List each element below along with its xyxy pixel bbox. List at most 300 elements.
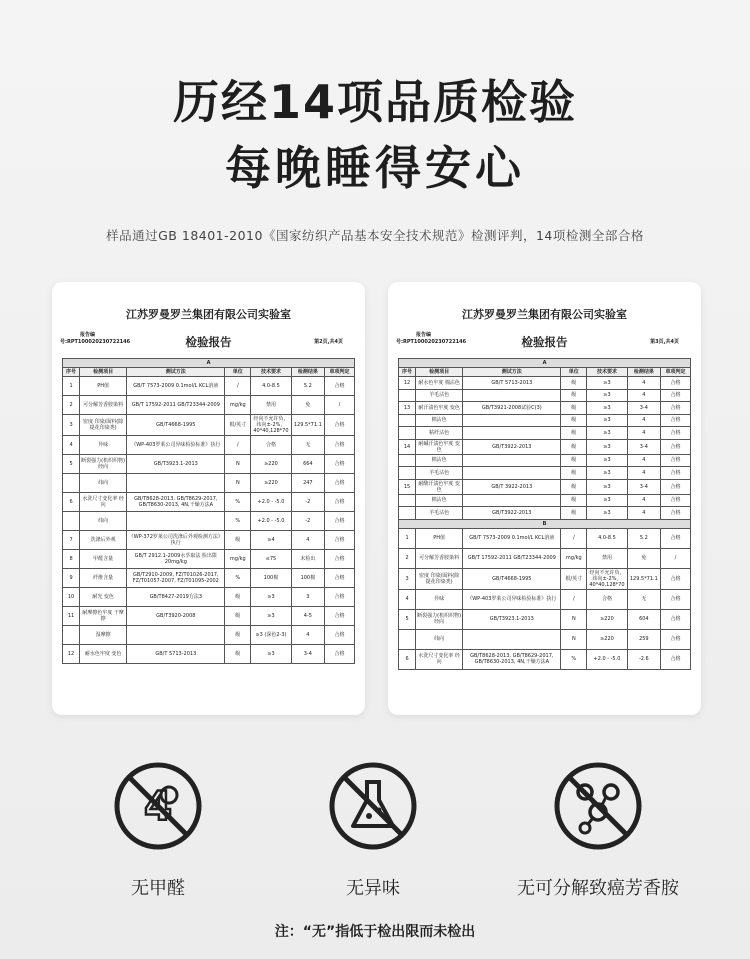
table-cell: / (660, 548, 690, 568)
table-cell: ≥220 (587, 609, 628, 629)
table-section-row (399, 359, 691, 368)
column-header: 检测结果 (291, 368, 324, 377)
table-cell (463, 414, 561, 427)
table-cell: ≥220 (587, 629, 628, 649)
table-cell: 禁用 (587, 548, 628, 568)
table-cell: 免 (627, 548, 660, 568)
table-cell: / (225, 436, 251, 455)
table-cell (399, 507, 416, 520)
table-cell (399, 629, 416, 649)
table-cell: 4 (63, 436, 80, 455)
table-row (63, 531, 355, 550)
table-cell: 耐光 变色 (80, 588, 127, 607)
table-cell: 级 (561, 427, 587, 440)
table-cell: ≥3 (587, 427, 628, 440)
table-cell: 合格 (660, 568, 690, 589)
table-cell: 2 (399, 548, 416, 568)
table-cell: 根/英寸 (561, 568, 587, 589)
table-cell: GB/T2910-2009, FZ/T01026-2017, FZ/T01057-2007, FZ/T01095-2002 (127, 569, 225, 588)
table-cell: GB/T 17592-2011 GB/T23344-2009 (127, 396, 225, 415)
table-cell: 5 (63, 455, 80, 474)
table-cell: 粘纤沾色 (416, 427, 463, 440)
table-cell: 棉沾色 (416, 494, 463, 507)
table-cell (127, 512, 225, 531)
table-cell: ≥3 (587, 414, 628, 427)
table-cell: 4 (627, 507, 660, 520)
table-cell: 14 (399, 439, 416, 454)
feature-label-no-formaldehyde: 无甲醛 (131, 878, 185, 899)
table-cell: 4 (627, 389, 660, 402)
table-cell: GB/T3923.1-2013 (127, 455, 225, 474)
table-cell: 3 (399, 568, 416, 589)
page-number: 第2页,共4页 (314, 339, 343, 345)
table-row (399, 568, 691, 589)
table-row (63, 396, 355, 415)
table-cell: ≥4 (251, 531, 292, 550)
table-cell: ≥3 (深色2-3) (251, 626, 292, 645)
section-label: A (399, 359, 691, 368)
table-cell: ≥3 (587, 439, 628, 454)
table-cell: 经向不允许负，纬向±-2%，40*40,128*70 (587, 568, 628, 589)
table-cell: / (561, 528, 587, 548)
table-cell: 2 (63, 396, 80, 415)
table-cell (399, 389, 416, 402)
table-cell: 5.2 (627, 528, 660, 548)
table-cell: 羊毛沾色 (416, 507, 463, 520)
table-cell: 级 (225, 588, 251, 607)
column-header: 测试方法 (127, 368, 225, 377)
table-cell: 级 (225, 645, 251, 664)
table-cell: 断裂强力(机织织物) 经向 (416, 609, 463, 629)
column-header: 序号 (399, 368, 416, 377)
footnote: 注：“无”指低于检出限而未检出 (274, 924, 476, 940)
table-cell: % (225, 569, 251, 588)
table-row (399, 377, 691, 390)
table-cell: 可分解芳香胺染料 (80, 396, 127, 415)
table-cell: 耐水色牢度 棉沾色 (416, 377, 463, 390)
table-cell: % (225, 512, 251, 531)
subtitle: 样品通过GB 18401-2010《国家纺织产品基本安全技术规范》检测评判，14项检测全部合格 (106, 228, 644, 243)
table-row (399, 402, 691, 415)
table-cell: 合格 (324, 550, 354, 569)
table-cell: 级 (561, 467, 587, 480)
table-cell: N (225, 474, 251, 493)
table-cell: -2 (291, 512, 324, 531)
table-cell: 合格 (324, 531, 354, 550)
table-cell: 无 (291, 436, 324, 455)
table-row (399, 507, 691, 520)
table-cell: 免 (291, 396, 324, 415)
table-cell: 耐水色牢度 变色 (80, 645, 127, 664)
table-cell: +2.0 - -5.0 (251, 512, 292, 531)
table-cell: 129.5*71.1 (291, 415, 324, 436)
table-cell: N (561, 609, 587, 629)
table-cell (399, 454, 416, 467)
table-cell: 6 (399, 649, 416, 669)
table-cell: 4 (627, 467, 660, 480)
table-row (399, 439, 691, 454)
table-cell: 合格 (324, 645, 354, 664)
column-header: 技术要求 (587, 368, 628, 377)
table-section-row (63, 359, 355, 368)
table-cell: PH值 (80, 377, 127, 396)
table-cell: -2 (291, 493, 324, 512)
table-cell: 3-4 (291, 645, 324, 664)
table-cell: 合格 (324, 455, 354, 474)
report-card-page2 (52, 282, 365, 715)
table-row (399, 589, 691, 609)
table-cell: 4.0-8.5 (251, 377, 292, 396)
table-cell: 3 (63, 415, 80, 436)
table-cell: ≥3 (587, 389, 628, 402)
table-cell (463, 467, 561, 480)
table-cell: 禁用 (251, 396, 292, 415)
table-cell (399, 467, 416, 480)
table-row (399, 454, 691, 467)
table-cell: % (225, 493, 251, 512)
table-cell: 6 (63, 493, 80, 512)
table-cell: 合格 (324, 377, 354, 396)
table-cell: mg/kg (225, 396, 251, 415)
table-cell: 未检出 (291, 550, 324, 569)
table-cell: GB/T 17592-2011 GB/T23344-2009 (463, 548, 561, 568)
table-cell: 合格 (660, 467, 690, 480)
table-cell (63, 512, 80, 531)
table-cell: ≥220 (251, 474, 292, 493)
table-cell: 可分解芳香胺染料 (416, 548, 463, 568)
table-cell: 《WP-403罗莱公司异味检验标准》执行 (463, 589, 561, 609)
table-cell: / (225, 377, 251, 396)
table-cell: 4.0-8.5 (587, 528, 628, 548)
table-row (399, 649, 691, 669)
table-cell: 合格 (251, 436, 292, 455)
table-cell: 247 (291, 474, 324, 493)
table-cell: GB/T3923.1-2013 (463, 609, 561, 629)
table-cell: N (225, 455, 251, 474)
table-cell: 4 (627, 494, 660, 507)
table-cell: 级 (561, 479, 587, 494)
report-number-value: 号:RPT100020230722146 (396, 339, 467, 345)
table-cell: ≥3 (587, 479, 628, 494)
table-cell: GB/T 2912.1-2009水萃取法 检出限20mg/kg (127, 550, 225, 569)
lab-name: 江苏罗曼罗兰集团有限公司实验室 (126, 308, 291, 321)
table-row (399, 479, 691, 494)
report-number-label: 报告编 (80, 332, 96, 338)
table-cell (63, 474, 80, 493)
svg-text:4: 4 (144, 784, 172, 830)
table-cell: 棉沾色 (416, 454, 463, 467)
table-row (63, 455, 355, 474)
report-card-page3 (388, 282, 701, 715)
table-cell: 13 (399, 402, 416, 415)
table-cell: 4 (399, 589, 416, 609)
table-cell: % (561, 649, 587, 669)
table-cell: 4 (291, 626, 324, 645)
table-cell: 3-4 (627, 439, 660, 454)
column-header: 检测项目 (80, 368, 127, 377)
table-cell: GB/T 7573-2009 0.1mol/L KCL溶液 (127, 377, 225, 396)
table-row (63, 474, 355, 493)
table-cell: 合格 (324, 512, 354, 531)
table-cell: 级 (225, 626, 251, 645)
table-cell: mg/kg (225, 550, 251, 569)
table-cell: 11 (63, 607, 80, 626)
report-number-value: 号:RPT100020230722146 (60, 339, 131, 345)
table-cell: 合格 (324, 474, 354, 493)
table-cell: 3 (291, 588, 324, 607)
table-header-row (399, 368, 691, 377)
table-cell: 根/英寸 (225, 415, 251, 436)
table-cell: 合格 (660, 494, 690, 507)
lab-name: 江苏罗曼罗兰集团有限公司实验室 (462, 308, 627, 321)
table-cell: 水洗尺寸变化率 经向 (416, 649, 463, 669)
table-cell: 异味 (416, 589, 463, 609)
table-cell: 级 (225, 607, 251, 626)
table-cell: 1 (63, 377, 80, 396)
table-cell: 4 (627, 427, 660, 440)
table-cell: 4 (627, 377, 660, 390)
table-cell: GB/T 5713-2013 (127, 645, 225, 664)
table-cell: 合格 (660, 402, 690, 415)
table-cell: ≥3 (587, 467, 628, 480)
table-cell: 4 (627, 454, 660, 467)
table-cell: mg/kg (561, 548, 587, 568)
table-cell: ≥3 (587, 494, 628, 507)
table-cell: 合格 (324, 626, 354, 645)
table-cell: 4 (291, 531, 324, 550)
table-cell: / (561, 589, 587, 609)
table-cell: 合格 (660, 414, 690, 427)
table-section-row (399, 519, 691, 528)
table-cell: 604 (627, 609, 660, 629)
table-cell: 级 (561, 389, 587, 402)
table-cell: 湿摩擦 (80, 626, 127, 645)
column-header: 单位 (561, 368, 587, 377)
table-cell: 级 (561, 414, 587, 427)
table-cell: 合格 (324, 436, 354, 455)
table-cell (399, 427, 416, 440)
table-cell: GB/T3922-2013 (463, 439, 561, 454)
table-cell: 100棉 (251, 569, 292, 588)
headline-line1: 历经14项品质检验 (172, 75, 577, 129)
table-cell: 5 (399, 609, 416, 629)
table-cell: 4 (627, 414, 660, 427)
table-cell: 水洗尺寸变化率 经向 (80, 493, 127, 512)
table-row (399, 414, 691, 427)
table-row (63, 626, 355, 645)
table-cell: 合格 (660, 377, 690, 390)
column-header: 技术要求 (251, 368, 292, 377)
table-cell: ≥3 (587, 454, 628, 467)
table-cell: 耐碱汗渍色牢度 变色 (416, 439, 463, 454)
report-title: 检验报告 (185, 335, 232, 349)
table-cell (463, 494, 561, 507)
table-cell (399, 414, 416, 427)
table-cell: 纬向 (80, 512, 127, 531)
table-cell (399, 494, 416, 507)
table-cell: 15 (399, 479, 416, 494)
table-cell: 4-5 (291, 607, 324, 626)
table-cell: 棉沾色 (416, 414, 463, 427)
section-label: B (399, 519, 691, 528)
table-cell: ≥3 (587, 507, 628, 520)
no-formaldehyde-icon (112, 760, 204, 852)
table-cell: 9 (63, 569, 80, 588)
table-cell: 级 (561, 377, 587, 390)
table-cell: 洗涤后外观 (80, 531, 127, 550)
table-cell: GB/T 5713-2013 (463, 377, 561, 390)
table-row (63, 512, 355, 531)
table-cell: 合格 (660, 454, 690, 467)
table-cell: N (561, 629, 587, 649)
table-cell: 耐摩擦色牢度 干摩擦 (80, 607, 127, 626)
table-cell: 纤维含量 (80, 569, 127, 588)
table-cell: 合格 (660, 629, 690, 649)
table-cell: GB/T8628-2013, GB/T8629-2017, GB/T8630-2013, 4N,干燥方法A (463, 649, 561, 669)
no-odor-icon (327, 760, 419, 852)
table-cell: ≥3 (251, 607, 292, 626)
table-cell: 合格 (660, 649, 690, 669)
table-cell: 12 (399, 377, 416, 390)
table-cell: -2.6 (627, 649, 660, 669)
table-cell: 10 (63, 588, 80, 607)
table-cell: 耐酸汗渍色牢度 变色 (416, 479, 463, 494)
table-cell: 3-4 (627, 479, 660, 494)
table-cell: 经向不允许负，纬向±-2%，40*40,128*70 (251, 415, 292, 436)
table-cell: 1 (399, 528, 416, 548)
table-cell: ≤75 (251, 550, 292, 569)
table-cell: 合格 (660, 507, 690, 520)
table-row (63, 493, 355, 512)
table-cell (463, 454, 561, 467)
report-number-label: 报告编 (416, 332, 432, 338)
table-row (399, 528, 691, 548)
table-row (399, 548, 691, 568)
table-cell: 合格 (324, 493, 354, 512)
table-cell: +2.0 - -5.0 (251, 493, 292, 512)
table-header-row (63, 368, 355, 377)
table-cell: 甲醛含量 (80, 550, 127, 569)
table-cell: 密度 印染/面料(除提花印染类) (80, 415, 127, 436)
feature-label-no-amine: 无可分解致癌芳香胺 (517, 878, 679, 899)
table-row (399, 467, 691, 480)
table-cell: GB/T 7573-2009 0.1mol/L KCL溶液 (463, 528, 561, 548)
table-cell: 259 (627, 629, 660, 649)
column-header: 检测结果 (627, 368, 660, 377)
table-cell: +2.0 - -5.0 (587, 649, 628, 669)
column-header: 序号 (63, 368, 80, 377)
table-cell (463, 427, 561, 440)
table-cell (127, 626, 225, 645)
table-cell: 合格 (660, 609, 690, 629)
table-cell: ≥3 (251, 588, 292, 607)
table-cell: 3-4 (627, 402, 660, 415)
table-cell: 合格 (587, 589, 628, 609)
table-cell: 异味 (80, 436, 127, 455)
table-cell: 级 (561, 454, 587, 467)
table-row (399, 427, 691, 440)
table-cell: 级 (561, 402, 587, 415)
table-cell: 12 (63, 645, 80, 664)
table-cell (127, 474, 225, 493)
table-cell: 合格 (660, 389, 690, 402)
table-row (63, 645, 355, 664)
table-cell: ≥3 (587, 402, 628, 415)
table-row (63, 415, 355, 436)
table-cell: 合格 (324, 415, 354, 436)
table-cell: 断裂强力(机织织物) 经向 (80, 455, 127, 474)
table-cell: 《WP-403罗莱公司异味检验标准》执行 (127, 436, 225, 455)
column-header: 单项判定 (660, 368, 690, 377)
table-row (399, 494, 691, 507)
table-cell: 羊毛沾色 (416, 389, 463, 402)
table-cell: 664 (291, 455, 324, 474)
no-carcinogenic-amine-icon (552, 760, 644, 852)
column-header: 测试方法 (463, 368, 561, 377)
table-cell: 级 (561, 507, 587, 520)
table-cell: 《WP-372罗莱公司洗涤后外观检测方法》执行 (127, 531, 225, 550)
table-cell (63, 626, 80, 645)
feature-label-no-odor: 无异味 (346, 878, 400, 899)
table-row (399, 389, 691, 402)
column-header: 单项判定 (324, 368, 354, 377)
table-cell: ≥220 (251, 455, 292, 474)
table-cell: GB/T3922-2013 (463, 507, 561, 520)
table-row (63, 569, 355, 588)
table-cell: 无 (627, 589, 660, 609)
table-row (63, 588, 355, 607)
table-cell: 密度 印染/面料(除提花印染类) (416, 568, 463, 589)
table-cell: 级 (225, 531, 251, 550)
table-cell: 合格 (660, 479, 690, 494)
table-cell: ≥3 (251, 645, 292, 664)
table-cell: 合格 (660, 427, 690, 440)
table-cell: 5.2 (291, 377, 324, 396)
table-cell: 纬向 (80, 474, 127, 493)
table-cell: 纬向 (416, 629, 463, 649)
table-cell: 合格 (324, 607, 354, 626)
table-cell: 合格 (660, 528, 690, 548)
column-header: 单位 (225, 368, 251, 377)
table-cell: GB/T3920-2008 (127, 607, 225, 626)
table-cell: GB/T4668-1995 (127, 415, 225, 436)
table-row (63, 377, 355, 396)
table-cell: 级 (561, 494, 587, 507)
table-cell: 耐汗渍色牢度 变色 (416, 402, 463, 415)
table-row (63, 436, 355, 455)
table-cell: GB/T3921-2008试验C(3) (463, 402, 561, 415)
table-row (63, 607, 355, 626)
table-cell: GB/T 3922-2013 (463, 479, 561, 494)
table-cell: 7 (63, 531, 80, 550)
table-cell: 合格 (660, 439, 690, 454)
table-cell: / (324, 396, 354, 415)
table-cell: GB/T8427-2019方法3 (127, 588, 225, 607)
table-cell: 合格 (324, 569, 354, 588)
table-row (63, 550, 355, 569)
table-cell: 羊毛沾色 (416, 467, 463, 480)
inspection-table (398, 358, 691, 670)
table-cell: 129.5*71.1 (627, 568, 660, 589)
table-cell: 级 (561, 439, 587, 454)
table-cell: PH值 (416, 528, 463, 548)
table-cell: 8 (63, 550, 80, 569)
table-cell: ≥3 (587, 377, 628, 390)
table-cell: 合格 (660, 589, 690, 609)
table-row (399, 609, 691, 629)
page-number: 第3页,共4页 (650, 339, 679, 345)
table-cell: GB/T8628-2013, GB/T8629-2017, GB/T8630-2013, 4N,干燥方法A (127, 493, 225, 512)
